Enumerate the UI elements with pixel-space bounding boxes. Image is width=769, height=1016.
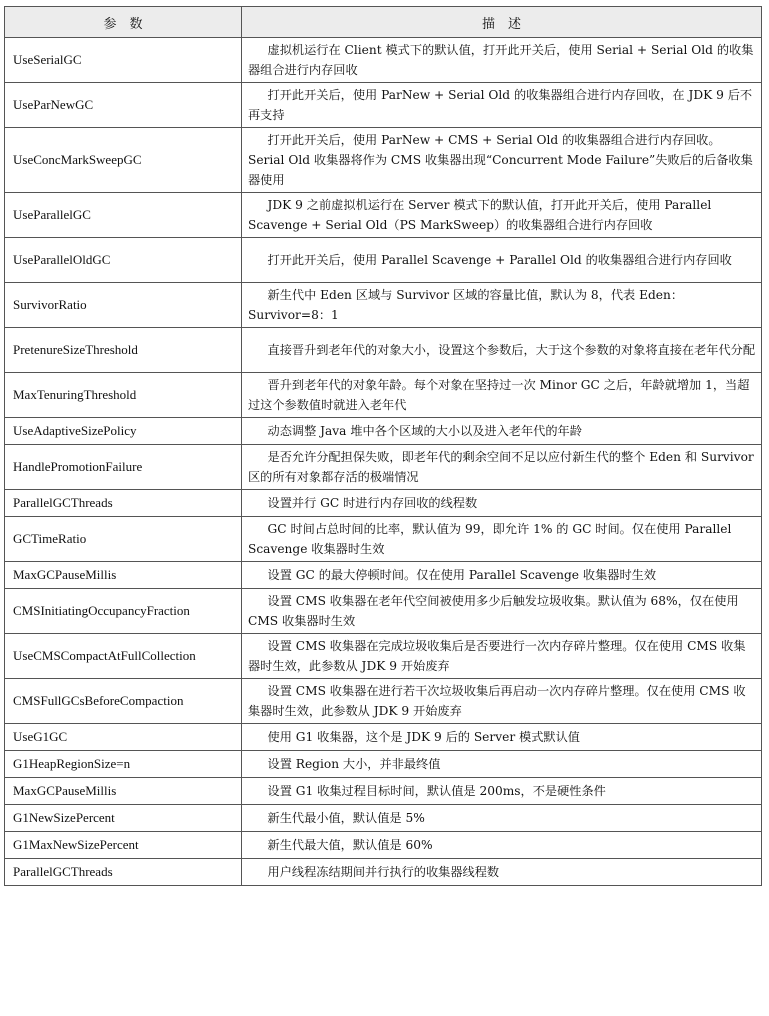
table-row [5, 328, 762, 373]
param-name: MaxGCPauseMillis [5, 778, 242, 805]
table-row [5, 679, 762, 724]
param-desc: 直接晋升到老年代的对象大小，设置这个参数后，大于这个参数的对象将直接在老年代分配 [242, 328, 762, 373]
param-name: G1MaxNewSizePercent [5, 832, 242, 859]
table-row [5, 778, 762, 805]
param-name: UseSerialGC [5, 38, 242, 83]
table-row [5, 283, 762, 328]
param-name: CMSInitiatingOccupancyFraction [5, 589, 242, 634]
param-name: ParallelGCThreads [5, 859, 242, 886]
param-desc: 设置并行 GC 时进行内存回收的线程数 [242, 490, 762, 517]
param-desc: 动态调整 Java 堆中各个区域的大小以及进入老年代的年龄 [242, 418, 762, 445]
param-name: G1NewSizePercent [5, 805, 242, 832]
param-desc: 设置 CMS 收集器在完成垃圾收集后是否要进行一次内存碎片整理。仅在使用 CMS 收集器时生效，此参数从 JDK 9 开始废弃 [242, 634, 762, 679]
param-desc: 是否允许分配担保失败，即老年代的剩余空间不足以应付新生代的整个 Eden 和 Survivor 区的所有对象都存活的极端情况 [242, 445, 762, 490]
table-row [5, 193, 762, 238]
table-row [5, 490, 762, 517]
param-name: ParallelGCThreads [5, 490, 242, 517]
param-desc: GC 时间占总时间的比率，默认值为 99，即允许 1% 的 GC 时间。仅在使用 Parallel Scavenge 收集器时生效 [242, 517, 762, 562]
table-row [5, 589, 762, 634]
table-row [5, 83, 762, 128]
param-name: MaxGCPauseMillis [5, 562, 242, 589]
table-row [5, 634, 762, 679]
param-name: UseConcMarkSweepGC [5, 128, 242, 193]
param-desc: 设置 GC 的最大停顿时间。仅在使用 Parallel Scavenge 收集器时生效 [242, 562, 762, 589]
param-desc: JDK 9 之前虚拟机运行在 Server 模式下的默认值，打开此开关后，使用 Parallel Scavenge + Serial Old（PS MarkSweep）的收集器组合进行内存回收 [242, 193, 762, 238]
table-row [5, 128, 762, 193]
param-name: UseParNewGC [5, 83, 242, 128]
param-desc: 设置 CMS 收集器在老年代空间被使用多少后触发垃圾收集。默认值为 68%，仅在使用 CMS 收集器时生效 [242, 589, 762, 634]
param-name: G1HeapRegionSize=n [5, 751, 242, 778]
table-row [5, 562, 762, 589]
param-name: UseParallelGC [5, 193, 242, 238]
parameter-table-container [4, 6, 761, 886]
param-desc: 设置 G1 收集过程目标时间，默认值是 200ms，不是硬性条件 [242, 778, 762, 805]
param-name: UseCMSCompactAtFullCollection [5, 634, 242, 679]
param-name: MaxTenuringThreshold [5, 373, 242, 418]
table-row [5, 832, 762, 859]
param-desc: 设置 CMS 收集器在进行若干次垃圾收集后再启动一次内存碎片整理。仅在使用 CMS 收集器时生效，此参数从 JDK 9 开始废弃 [242, 679, 762, 724]
param-desc: 用户线程冻结期间并行执行的收集器线程数 [242, 859, 762, 886]
param-name: UseParallelOldGC [5, 238, 242, 283]
param-name: UseAdaptiveSizePolicy [5, 418, 242, 445]
table-row [5, 859, 762, 886]
param-name: CMSFullGCsBeforeCompaction [5, 679, 242, 724]
param-desc: 晋升到老年代的对象年龄。每个对象在坚持过一次 Minor GC 之后，年龄就增加 1，当超过这个参数值时就进入老年代 [242, 373, 762, 418]
param-desc: 新生代最小值，默认值是 5% [242, 805, 762, 832]
table-row [5, 805, 762, 832]
param-name: GCTimeRatio [5, 517, 242, 562]
table-row [5, 751, 762, 778]
param-desc: 使用 G1 收集器，这个是 JDK 9 后的 Server 模式默认值 [242, 724, 762, 751]
param-name: PretenureSizeThreshold [5, 328, 242, 373]
param-name: UseG1GC [5, 724, 242, 751]
table-row [5, 373, 762, 418]
param-desc: 打开此开关后，使用 Parallel Scavenge + Parallel Old 的收集器组合进行内存回收 [242, 238, 762, 283]
param-desc: 设置 Region 大小，并非最终值 [242, 751, 762, 778]
param-name: SurvivorRatio [5, 283, 242, 328]
table-row [5, 418, 762, 445]
param-desc: 新生代最大值，默认值是 60% [242, 832, 762, 859]
table-row [5, 38, 762, 83]
gc-parameter-table [4, 6, 762, 886]
table-row [5, 517, 762, 562]
header-desc: 描 述 [242, 7, 762, 38]
param-name: HandlePromotionFailure [5, 445, 242, 490]
param-desc: 虚拟机运行在 Client 模式下的默认值，打开此开关后，使用 Serial + Serial Old 的收集器组合进行内存回收 [242, 38, 762, 83]
table-row [5, 724, 762, 751]
param-desc: 新生代中 Eden 区域与 Survivor 区域的容量比值，默认为 8，代表 Eden：Survivor=8：1 [242, 283, 762, 328]
param-desc: 打开此开关后，使用 ParNew + CMS + Serial Old 的收集器组合进行内存回收。Serial Old 收集器将作为 CMS 收集器出现“Concurrent Mode Failure”失败后的后备收集器使用 [242, 128, 762, 193]
table-header-row [5, 7, 762, 38]
param-desc: 打开此开关后，使用 ParNew + Serial Old 的收集器组合进行内存回收，在 JDK 9 后不再支持 [242, 83, 762, 128]
table-row [5, 238, 762, 283]
header-param: 参 数 [5, 7, 242, 38]
table-row [5, 445, 762, 490]
